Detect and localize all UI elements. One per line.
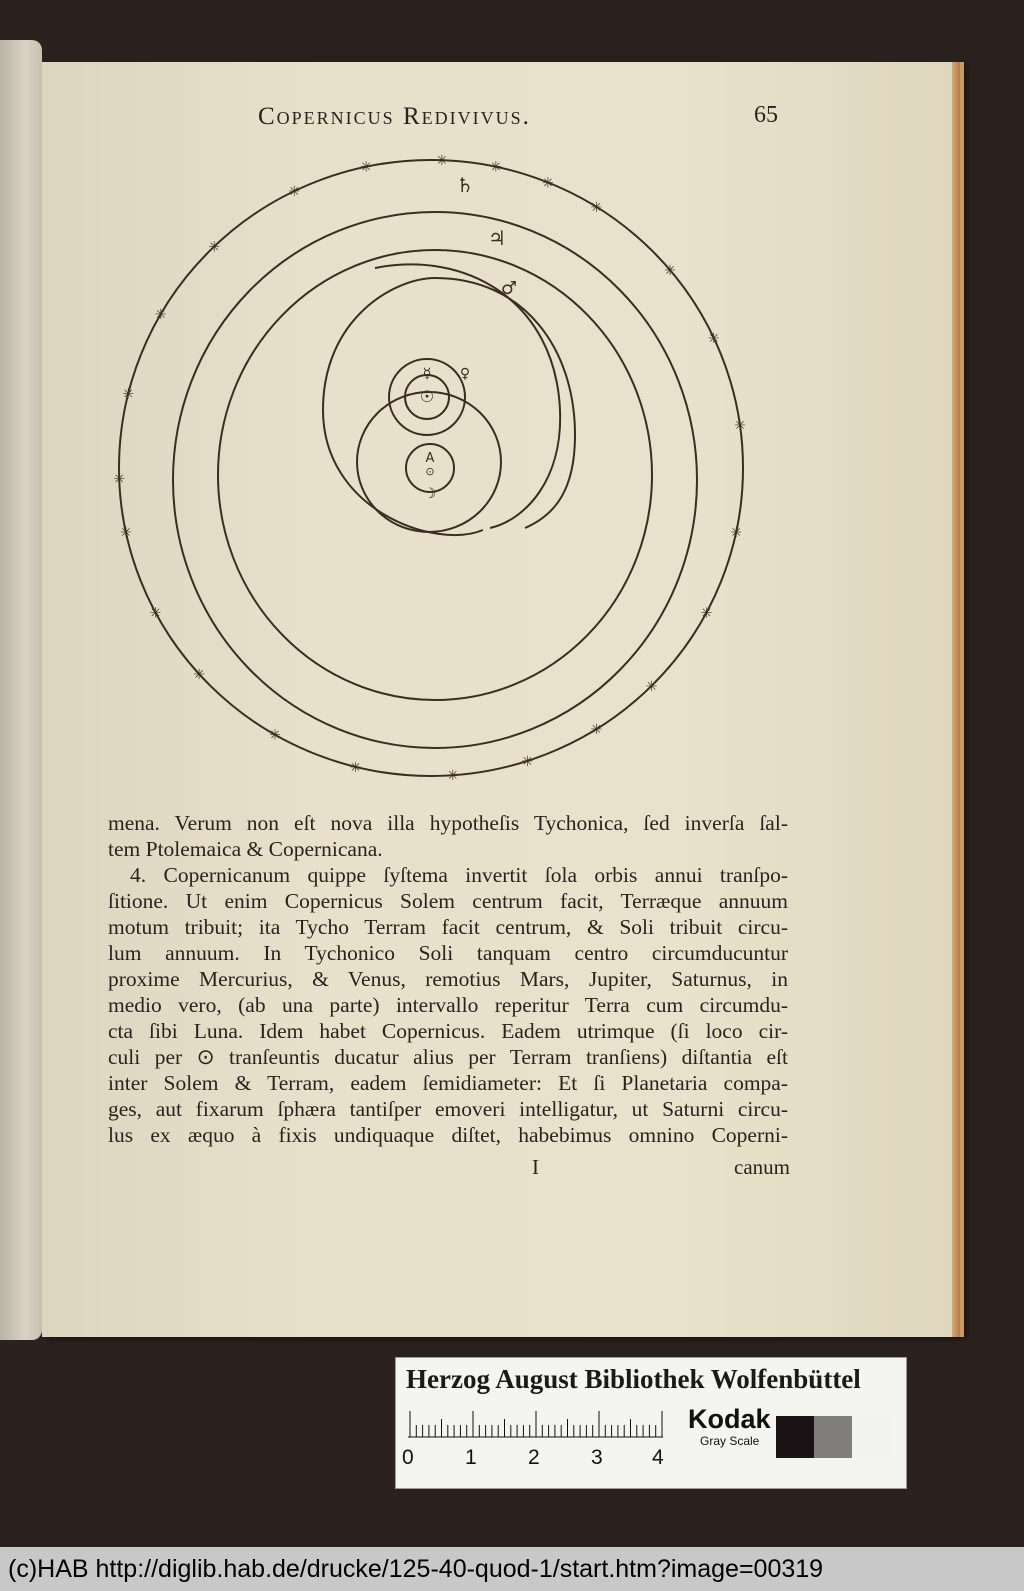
fixed-star-icon: ✳	[119, 525, 132, 542]
fixed-star-icon: ✳	[707, 330, 720, 347]
fixed-star-icon: ✳	[700, 605, 713, 622]
fixed-star-icon: ✳	[349, 759, 362, 776]
page-number: 65	[754, 102, 778, 128]
kodak-logo: Kodak	[688, 1404, 771, 1434]
sun-symbol: ☉	[419, 387, 435, 406]
catchword: canum	[734, 1155, 790, 1179]
ruler-label: 0	[402, 1446, 414, 1469]
ruler-label: 1	[465, 1446, 477, 1469]
gray-swatch-light	[852, 1416, 890, 1458]
copyright-url-bar: (c)HAB http://diglib.hab.de/drucke/125-40-quod-1/start.htm?image=00319	[0, 1547, 1024, 1591]
jupiter-symbol: ♃	[488, 226, 506, 250]
fixed-star-icon: ✳	[590, 722, 603, 739]
fixed-star-icon: ✳	[645, 678, 658, 695]
saturn-symbol: ♄	[456, 173, 474, 197]
gray-swatch-mid	[814, 1416, 852, 1458]
fixed-star-icon: ✳	[113, 471, 126, 488]
fixed-star-icon: ✳	[730, 525, 743, 542]
mercury-symbol: ☿	[422, 366, 432, 382]
jupiter-orbit	[218, 250, 652, 700]
previous-page-edge	[0, 40, 42, 1340]
text-line: motum tribuit; ita Tycho Terram facit centrum, & Soli tribuit circu-	[108, 915, 788, 939]
fixed-star-icon: ✳	[521, 753, 534, 770]
text-line: cta ſibi Luna. Idem habet Copernicus. Eadem utrimque (ſi loco cir-	[108, 1019, 788, 1043]
text-line: mena. Verum non eſt nova illa hypotheſis Tychonica, ſed inverſa ſal-	[108, 811, 788, 835]
ruler-scale	[408, 1408, 670, 1438]
text-line: ges, aut fixarum ſphæra tantiſper emoveri intelligatur, ut Saturni circu-	[108, 1097, 788, 1121]
signature-mark: I	[532, 1155, 539, 1179]
fixed-star-icon: ✳	[269, 727, 281, 744]
fixed-star-icon: ✳	[436, 153, 448, 170]
venus-symbol: ♀	[459, 366, 471, 382]
ruler-label: 4	[652, 1446, 664, 1469]
gray-scale-label: Gray Scale	[700, 1434, 760, 1448]
saturn-orbit	[173, 212, 697, 748]
text-line: lum annuum. In Tychonico Soli tanquam centro circumducuntur	[108, 941, 788, 965]
fixed-star-icon: ✳	[360, 159, 372, 176]
fixed-star-icon: ✳	[149, 605, 162, 622]
fixed-star-icon: ✳	[542, 175, 554, 192]
earth-letter-label: A	[425, 451, 435, 466]
fixed-star-icon: ✳	[590, 199, 603, 216]
text-line: culi per ⊙ tranſeuntis ducatur alius per Terram tranſiens) diſtantia eſt	[108, 1045, 788, 1069]
text-line: 4. Copernicanum quippe ſyſtema invertit ſola orbis annui tranſpo-	[130, 863, 788, 887]
fixed-star-icon: ✳	[208, 239, 221, 256]
text-line: ſitione. Ut enim Copernicus Solem centrum facit, Terræque annuum	[108, 889, 788, 913]
fixed-star-icon: ✳	[122, 386, 135, 403]
earth-symbol: ⊙	[425, 465, 435, 478]
fixed-star-icon: ✳	[154, 307, 167, 323]
text-line: tem Ptolemaica & Copernicana.	[108, 837, 383, 861]
fixed-star-icon: ✳	[490, 159, 502, 176]
ruler-labels	[402, 1446, 672, 1472]
gray-swatch-dark	[776, 1416, 814, 1458]
fixed-star-icon: ✳	[288, 184, 301, 201]
moon-symbol: ☽	[423, 486, 437, 502]
color-calibration-card	[395, 1357, 907, 1489]
fixed-star-icon: ✳	[446, 768, 459, 785]
mars-symbol: ♂	[500, 278, 518, 299]
text-line: medio vero, (ab una parte) intervallo reperitur Terra cum circumdu-	[108, 993, 788, 1017]
library-name: Herzog August Bibliothek Wolfenbüttel	[406, 1364, 861, 1394]
tychonic-system-diagram	[105, 150, 765, 800]
body-text	[108, 810, 788, 1148]
fixed-star-icon: ✳	[193, 667, 206, 684]
ruler-label: 3	[591, 1446, 603, 1469]
fixed-star-icon: ✳	[734, 418, 746, 435]
text-line: inter Solem & Terram, eadem ſemidiameter: Et ſi Planetaria compa-	[108, 1071, 788, 1095]
fixed-star-icon: ✳	[664, 263, 676, 280]
page-fore-edge	[952, 62, 960, 1337]
text-line: proxime Mercurius, & Venus, remotius Mars, Jupiter, Saturnus, in	[108, 967, 788, 991]
running-head: Copernicus Redivivus.	[258, 103, 531, 130]
ruler-label: 2	[528, 1446, 540, 1469]
text-line: lus ex æquo à fixis undiquaque diſtet, habebimus omnino Coperni-	[108, 1123, 788, 1147]
